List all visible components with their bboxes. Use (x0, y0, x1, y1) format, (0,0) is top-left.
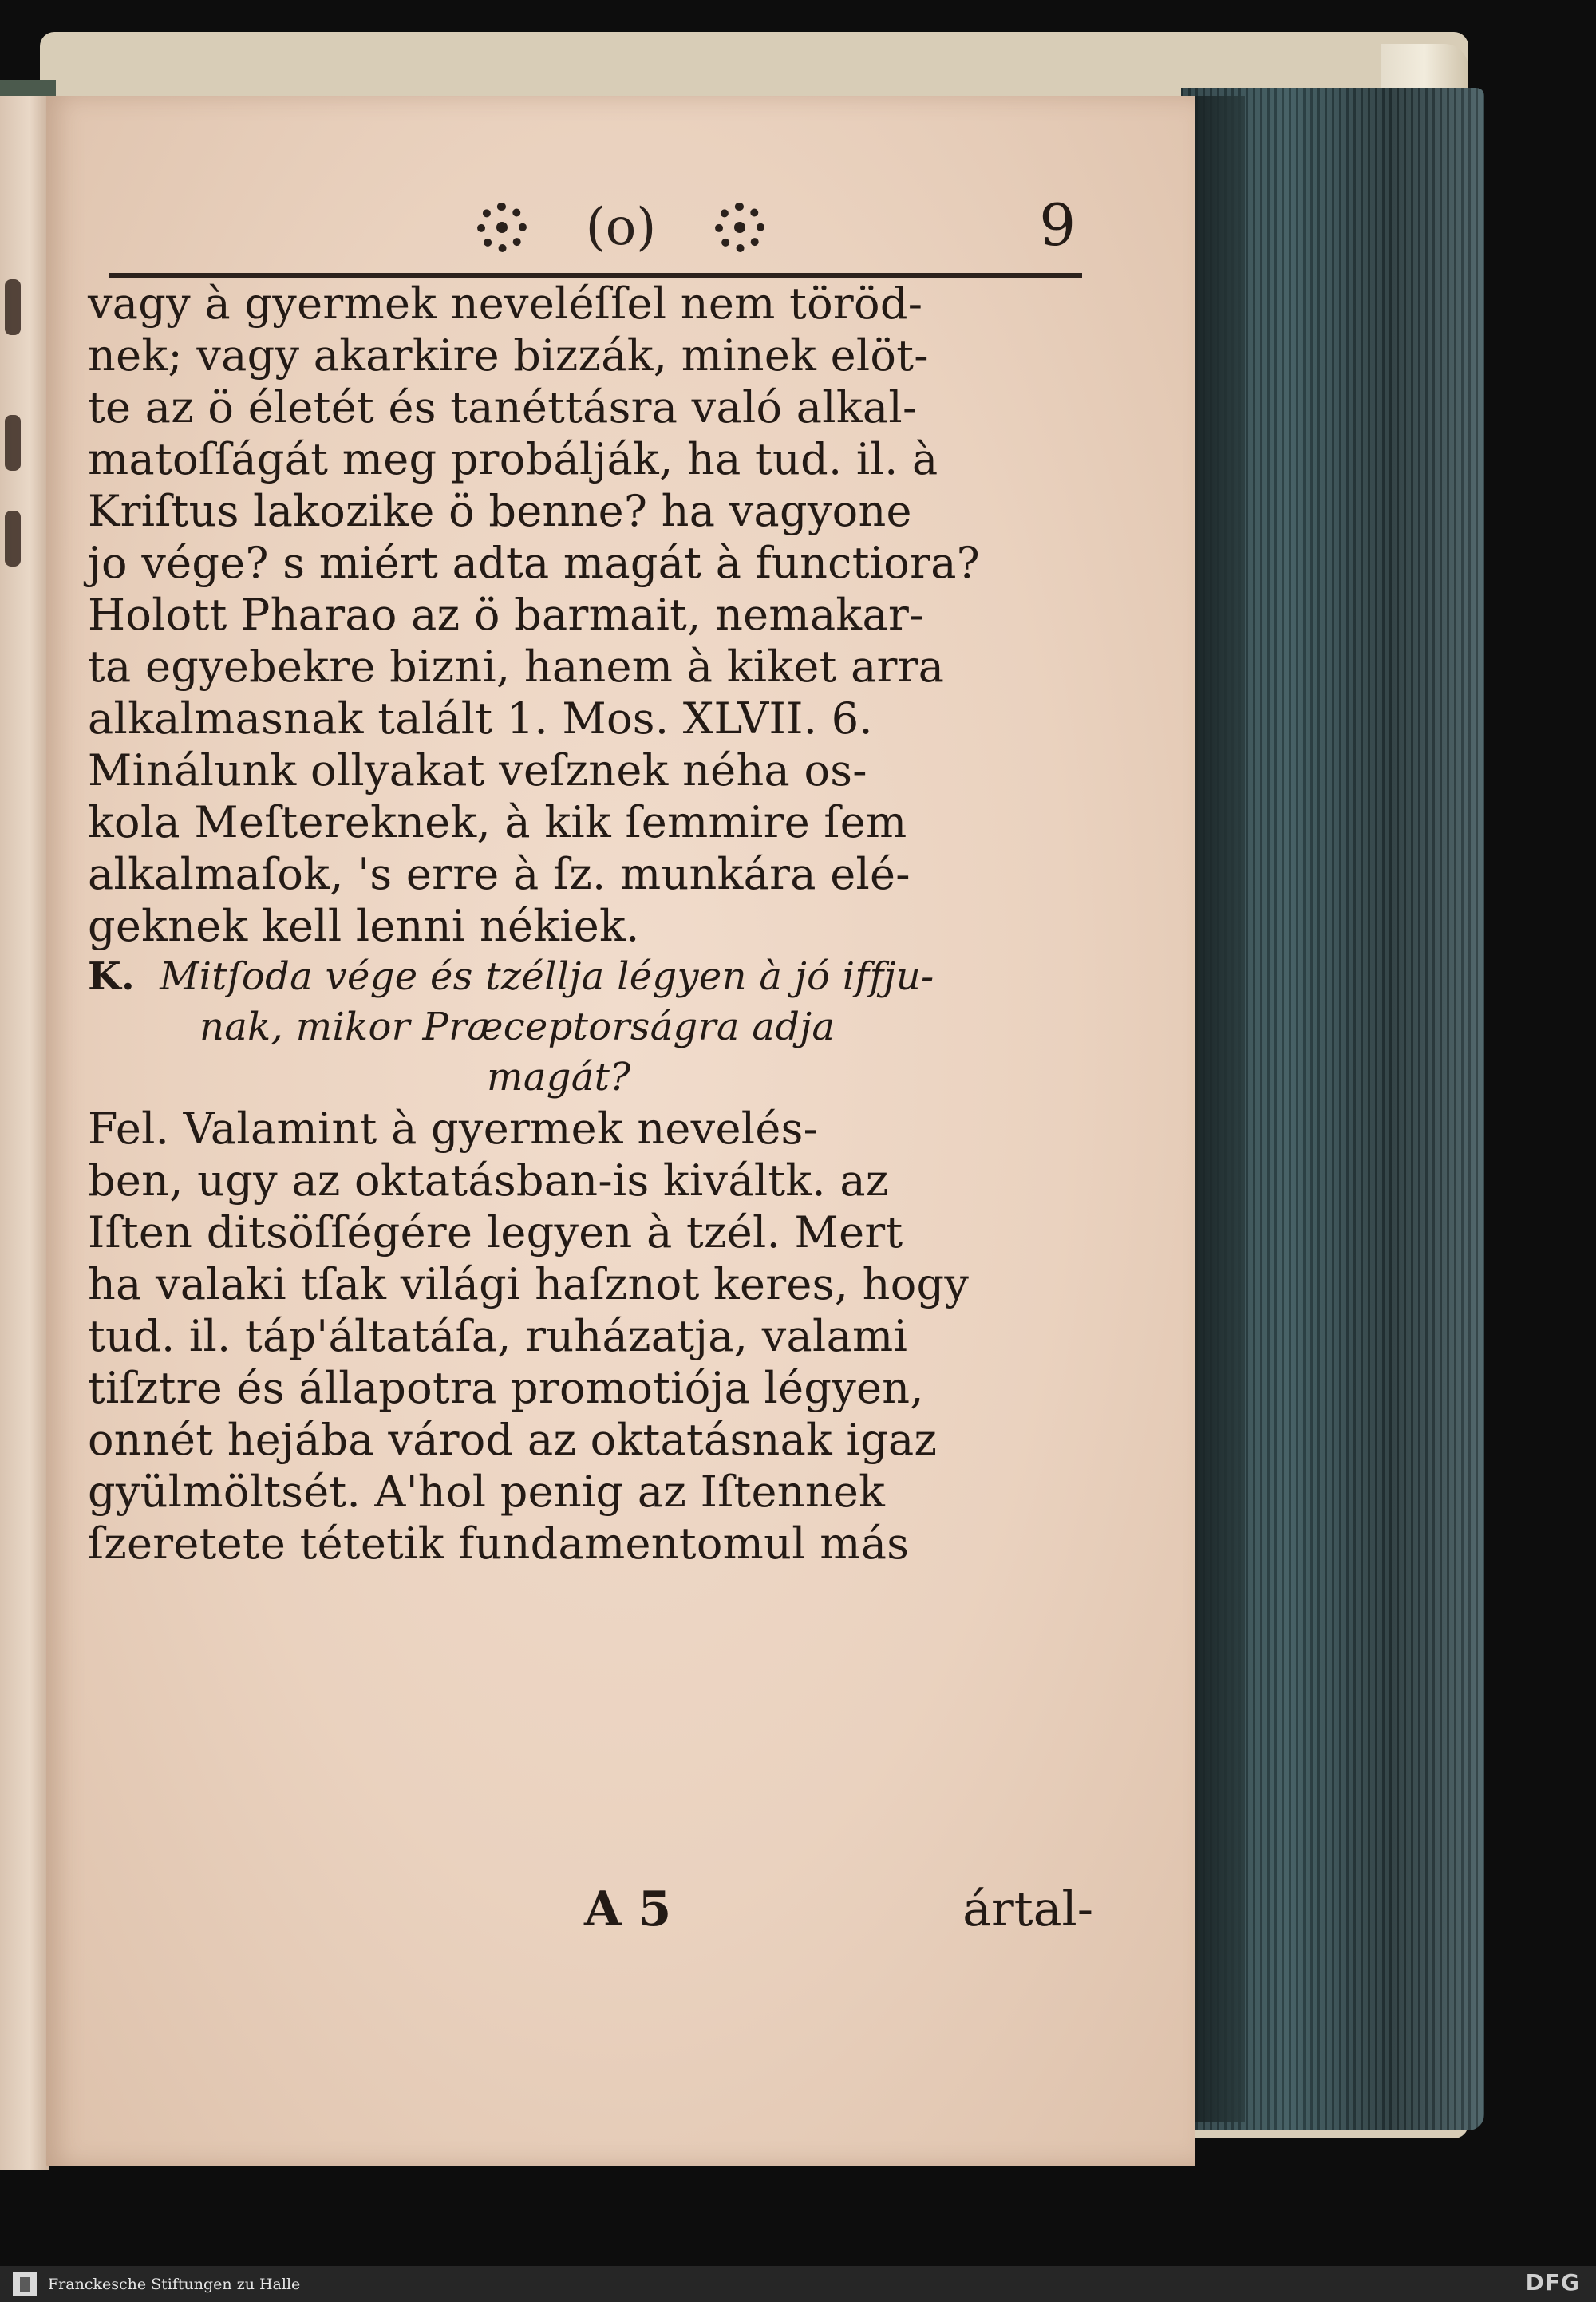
question-marker: K. (88, 954, 136, 999)
dfg-logo: DFG (1525, 2269, 1580, 2296)
printer-ornament-icon (715, 203, 764, 252)
text-line: Holott Pharao az ö barmait, nemakar- (88, 590, 924, 640)
answer-line: ben, ugy az oktatásban-is kiváltk. az (88, 1155, 889, 1206)
text-line: alkalmaſok, 's erre à ſz. munkára elé- (88, 849, 911, 899)
status-bar (0, 2266, 1596, 2302)
answer-line: Iſten ditsöſſégére legyen à tzél. Mert (88, 1207, 903, 1258)
question-line (88, 952, 1093, 1002)
page-footer (88, 1878, 1093, 1941)
page-number: 9 (1039, 192, 1076, 259)
text-line: vagy à gyermek neveléſſel nem töröd- (88, 278, 923, 329)
bleed-glyph (5, 279, 21, 335)
answer-line: tud. il. táp'áltatáſa, ruházatja, valami (88, 1311, 908, 1361)
text-line: jo vége? s miért adta magát à functiora? (88, 538, 980, 588)
answer-line: tiſztre és állapotra promotiója légyen, (88, 1363, 924, 1413)
answer-line: ſzeretete tétetik fundamentomul más (88, 1518, 910, 1569)
bleed-glyph (5, 415, 21, 471)
answer-line: onnét hejába várod az oktatásnak igaz (88, 1415, 938, 1465)
answer-line: gyülmöltsét. A'hol penig az Iſtennek (88, 1467, 886, 1517)
text-line: te az ö életét és tanéttásra való alkal- (88, 382, 918, 432)
question-line: nak, mikor Præceptorságra adja (200, 1005, 836, 1049)
institution-name: Franckesche Stiftungen zu Halle (48, 2275, 301, 2293)
question-line: magát? (487, 1055, 631, 1100)
question-text: Mitſoda vége és tzéllja légyen à jó iffju- (160, 954, 934, 999)
answer-line: ha valaki tſak világi haſznot keres, hogy (88, 1259, 970, 1309)
fore-edge-shadow (1189, 96, 1245, 2122)
institution-logo-icon (13, 2272, 37, 2296)
text-line: Minálunk ollyakat veſznek néha os- (88, 745, 867, 796)
catchword: ártal- (962, 1881, 1093, 1937)
answer-line: Fel. Valamint à gyermek nevelés- (88, 1104, 819, 1154)
text-line: alkalmasnak talált 1. Mos. XLVII. 6. (88, 693, 873, 744)
text-line: kola Meſtereknek, à kik ſemmire ſem (88, 797, 907, 847)
book-page (46, 96, 1195, 2166)
body-text (88, 278, 1093, 1993)
text-line: geknek kell lenni nékiek. (88, 901, 640, 951)
text-line: matoſſágát meg probálják, ha tud. il. à (88, 434, 938, 484)
previous-page-sliver (0, 96, 49, 2170)
signature-mark: A 5 (584, 1881, 672, 1937)
running-head (477, 180, 764, 275)
bleed-glyph (5, 511, 21, 567)
text-line: nek; vagy akarkire bizzák, minek elöt- (88, 330, 929, 381)
printer-ornament-icon (477, 203, 527, 252)
running-head-mark: (o) (585, 198, 657, 257)
text-line: ta egyebekre bizni, hanem à kiket arra (88, 642, 945, 692)
text-line: Kriſtus lakozike ö benne? ha vagyone (88, 486, 912, 536)
